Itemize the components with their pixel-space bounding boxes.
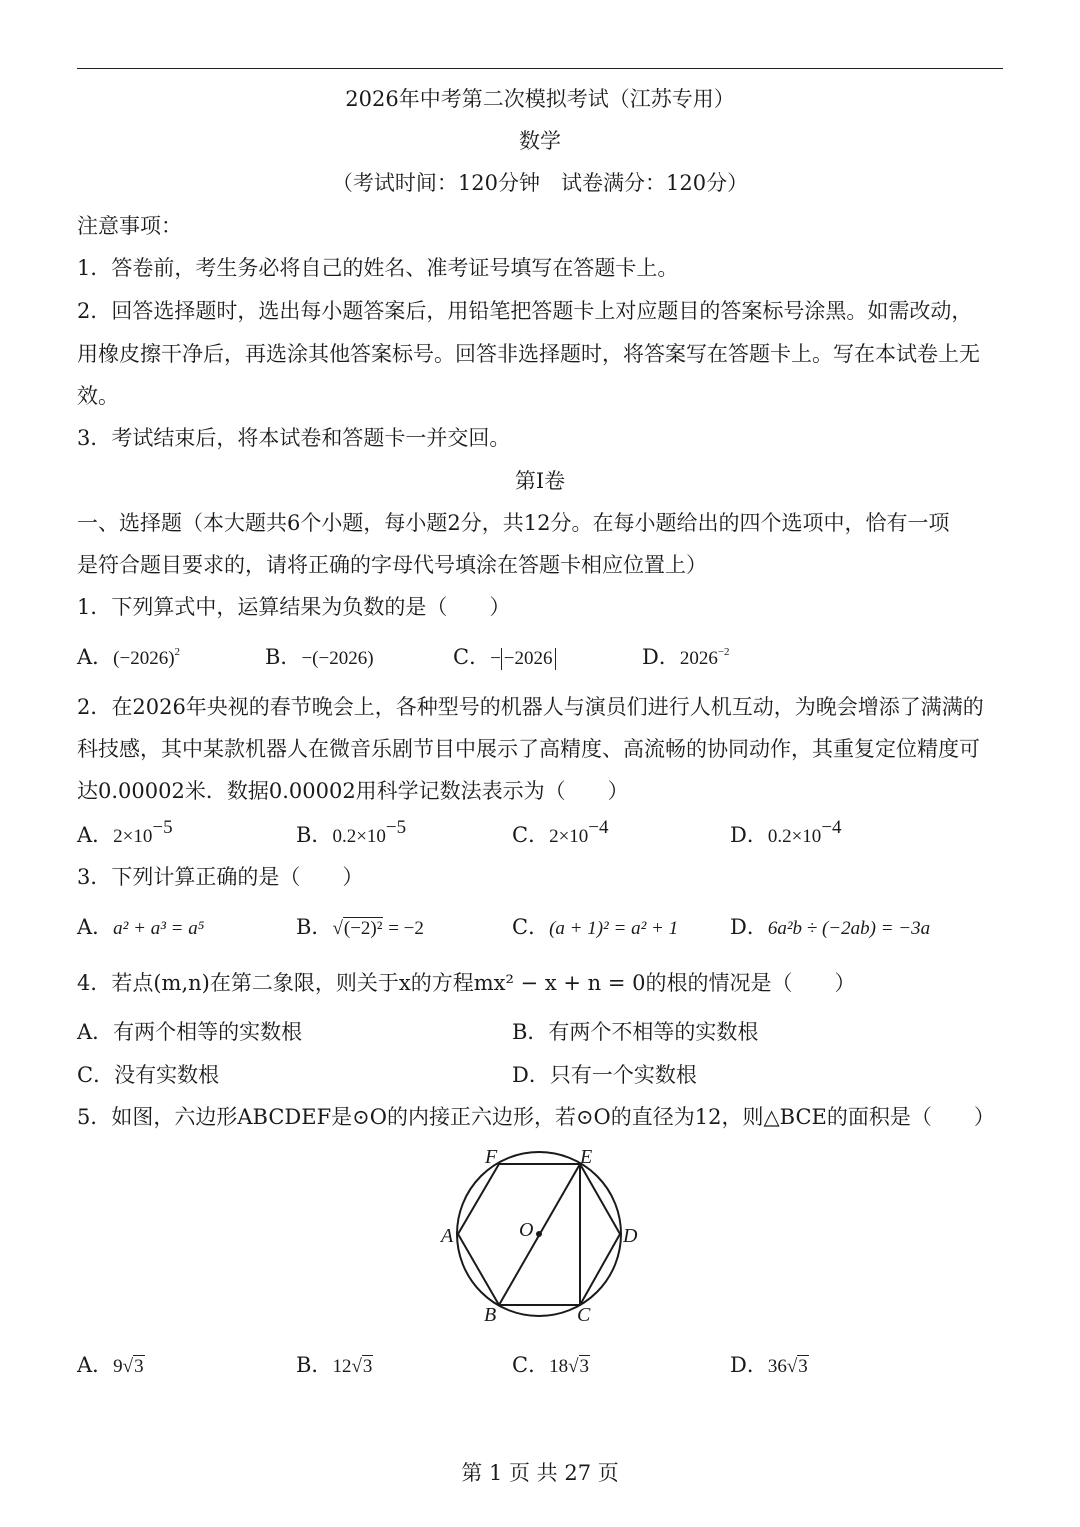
note-item-3: 3．考试结束后，将本试卷和答题卡一并交回。 [77,426,511,450]
q5-option-a-radical-sign: √ [122,1356,134,1377]
q5-option-c-radical-sign: √ [568,1356,579,1377]
q1-option-c [453,642,556,674]
q4-option-d: D．只有一个实数根 [512,1063,697,1087]
q5-option-a-radicand: 3 [134,1356,144,1377]
q1-option-b-expr: −(−2026) [301,648,374,669]
q1-option-d-label: D． [642,645,680,669]
subject-title: 数学 [519,129,561,153]
q2-line-3: 达0.00002米．数据0.00002用科学记数法表示为（ ） [77,779,629,803]
vertex-label-a: A [441,1225,454,1247]
q1-option-b-label: B． [265,645,302,669]
q3-option-a-label: A． [77,915,114,939]
hexagon-circle-figure [430,1140,650,1330]
q3-stem: 3．下列计算正确的是（ ） [77,865,364,889]
q3-option-c-label: C． [512,915,550,939]
q5-option-d [730,1350,809,1382]
exam-title: 2026年中考第二次模拟考试（江苏专用） [345,87,735,111]
q2-option-c-label: C． [512,823,550,847]
q1-option-a-base: (−2026) [113,648,175,669]
q3-option-d-expr: 6a²b ÷ (−2ab) = −3a [767,918,931,939]
q2-option-d-base: 0.2×10 [767,826,822,847]
q2-option-b [296,817,407,852]
q4-option-c: C．没有实数根 [77,1063,220,1087]
q3-option-a-expr: a² + a³ = a⁵ [113,918,205,939]
vertex-label-c: C [577,1304,591,1326]
page-footer: 第 1 页 共 27 页 [461,1461,619,1485]
q5-option-d-label: D． [730,1353,768,1377]
note-item-2-line-1: 2．回答选择题时，选出每小题答案后，用铅笔把答题卡上对应题目的答案标号涂黑。如需改动， [77,299,973,323]
q3-option-d-label: D． [730,915,768,939]
q2-line-2: 科技感，其中某款机器人在微音乐剧节目中展示了高精度、高流畅的协同动作，其重复定位精度可 [77,737,980,761]
exam-info: （考试时间：120分钟 试卷满分：120分） [331,171,749,195]
center-label-o: O [519,1219,534,1241]
note-item-2-line-3: 效。 [77,384,119,408]
q5-option-b [296,1350,373,1382]
q2-option-b-base: 0.2×10 [332,826,386,847]
q1-option-b [265,642,374,674]
q2-option-d-label: D． [730,823,768,847]
q2-option-a-base: 2×10 [113,826,153,847]
q1-option-a-expr [113,648,180,669]
q2-option-b-exponent: −5 [385,817,407,838]
q3-option-c-expr: (a + 1)² = a² + 1 [549,918,679,939]
header-rule [77,68,1003,69]
q5-option-d-radicand: 3 [798,1356,808,1377]
q5-option-b-coefficient: 12 [332,1356,352,1377]
q3-option-d [730,912,930,944]
part1-heading-line-2: 是符合题目要求的，请将正确的字母代号填涂在答题卡相应位置上） [77,553,707,577]
q3-option-b-rest: = −2 [383,918,424,939]
q5-stem: 5．如图，六边形ABCDEF是⊙O的内接正六边形，若⊙O的直径为12，则△BCE的面积是（ ） [77,1105,995,1129]
q5-option-c-label: C． [512,1353,550,1377]
q2-option-a-label: A． [77,823,114,847]
q1-option-a-label: A． [77,645,114,669]
q1-option-c-sign: − [490,648,501,669]
q3-option-b-radical-sign: √ [332,918,343,939]
q2-option-c-exponent: −4 [588,817,609,838]
q5-option-b-radicand: 3 [362,1356,373,1377]
q2-option-a-exponent: −5 [152,817,173,838]
q5-option-c [512,1350,590,1382]
vertex-label-e: E [580,1146,593,1168]
center-point-o [536,1231,542,1237]
q1-option-d-expr [680,648,730,669]
q1-option-d-base: 2026 [679,648,718,669]
vertex-label-b: B [484,1304,497,1326]
part1-heading-line-1: 一、选择题（本大题共6个小题，每小题2分，共12分。在每小题给出的四个选项中，恰有一项 [77,511,950,535]
q3-option-c [512,912,678,944]
q1-option-d [642,642,730,674]
q4-stem: 4．若点(m,n)在第二象限，则关于x的方程mx² − x + n = 0的根的情况是（ ） [77,971,856,995]
q1-option-c-absolute: −2026 [501,648,556,670]
q2-option-b-label: B． [296,823,333,847]
notes-heading: 注意事项： [77,214,182,238]
volume-heading: 第I卷 [514,469,566,493]
vertex-label-f: F [485,1146,498,1168]
q5-option-d-radical-sign: √ [786,1356,798,1377]
q1-stem: 1．下列算式中，运算结果为负数的是（ ） [77,595,511,619]
q4-option-a: A．有两个相等的实数根 [77,1020,303,1044]
q2-option-c-base: 2×10 [549,826,589,847]
q1-option-d-exponent: −2 [717,646,730,658]
q5-option-b-radical-sign: √ [351,1356,362,1377]
q2-line-1: 2．在2026年央视的春节晚会上，各种型号的机器人与演员们进行人机互动，为晚会增添了满满的 [77,695,984,719]
q2-option-d [730,817,842,852]
q1-option-a-exponent: 2 [174,646,181,658]
note-item-1: 1．答卷前，考生务必将自己的姓名、准考证号填写在答题卡上。 [77,256,679,280]
q1-option-c-label: C． [453,645,491,669]
q5-option-c-coefficient: 18 [549,1356,569,1377]
q3-option-b-radicand: (−2)² [343,918,383,939]
q2-option-a [77,817,173,852]
q3-option-b [296,912,424,944]
q2-option-c [512,817,609,852]
q5-option-d-coefficient: 36 [767,1356,787,1377]
q5-option-a [77,1350,145,1382]
q2-option-d-exponent: −4 [821,817,842,838]
vertex-label-d: D [623,1225,638,1247]
q1-option-a [77,642,180,674]
q5-option-a-label: A． [77,1353,114,1377]
q5-option-b-label: B． [296,1353,333,1377]
q5-option-a-coefficient: 9 [113,1356,123,1377]
q3-option-a [77,912,204,944]
q3-option-b-label: B． [296,915,333,939]
note-item-2-line-2: 用橡皮擦干净后，再选涂其他答案标号。回答非选择题时，将答案写在答题卡上。写在本试卷上无 [77,342,980,366]
q4-option-b: B．有两个不相等的实数根 [512,1020,759,1044]
q5-option-c-radicand: 3 [579,1356,590,1377]
